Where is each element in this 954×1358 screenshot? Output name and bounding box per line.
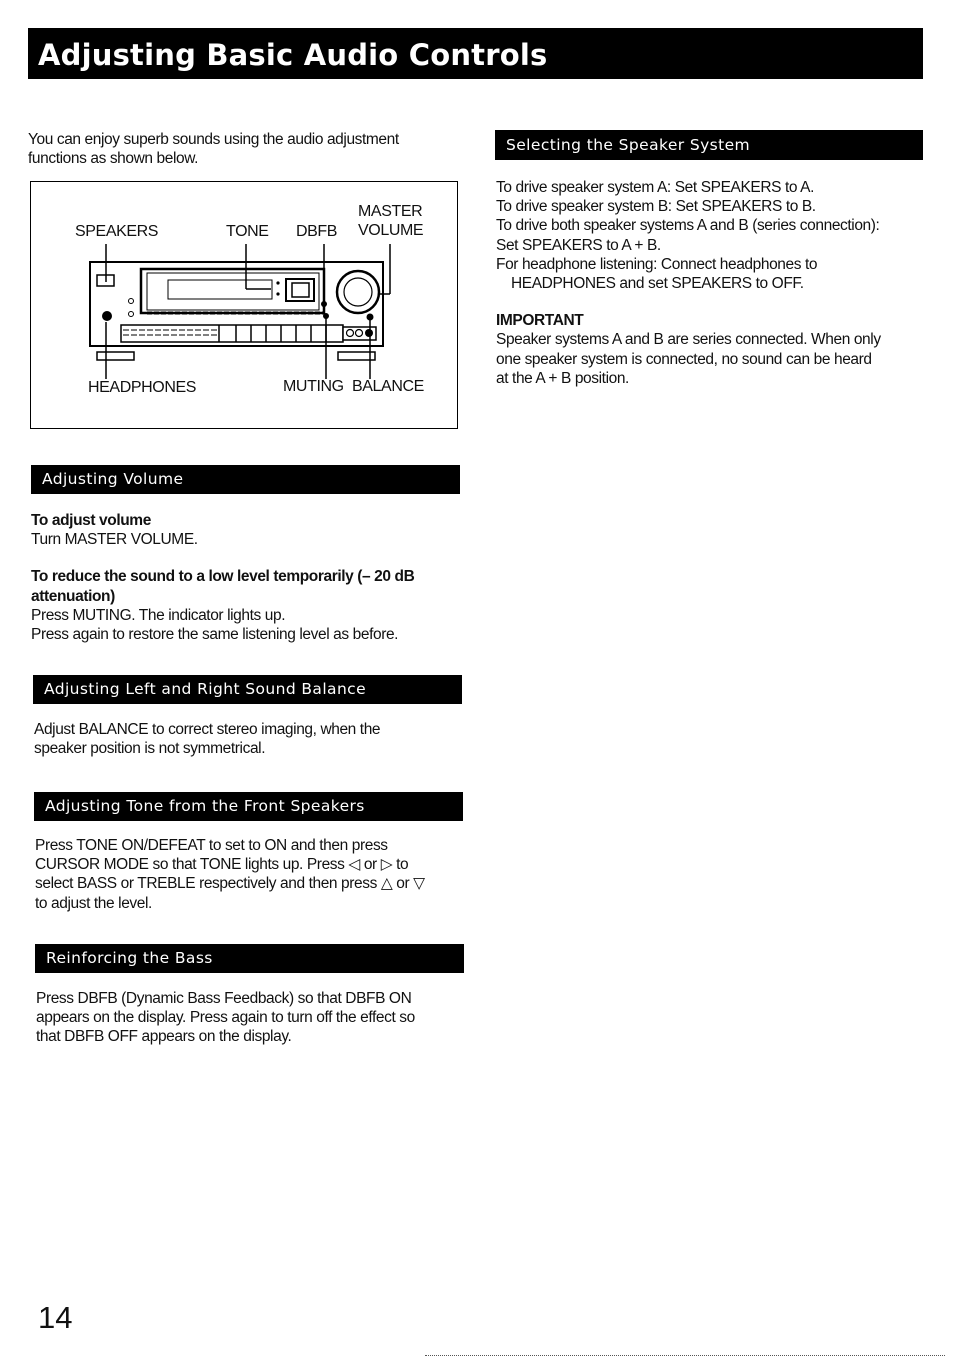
important-text: at the A + B position. [496, 369, 629, 387]
tone-section [35, 836, 425, 913]
paragraph: HEADPHONES and set SPEAKERS to OFF. [511, 275, 804, 293]
paragraph: Adjust BALANCE to correct stereo imaging, when the [34, 721, 381, 738]
paragraph: speaker position is not symmetrical. [34, 740, 266, 758]
paragraph: to adjust the level. [35, 894, 152, 912]
receiver-diagram [30, 181, 458, 429]
paragraph: appears on the display. Press again to turn off the effect so [36, 1009, 415, 1027]
label-balance: BALANCE [352, 378, 424, 395]
label-tone: TONE [226, 223, 269, 240]
paragraph: Press DBFB (Dynamic Bass Feedback) so that DBFB ON [36, 990, 412, 1007]
paragraph: select BASS or TREBLE respectively and then press △ or ▽ [35, 875, 425, 893]
paragraph: To drive speaker system B: Set SPEAKERS to B. [496, 198, 816, 216]
paragraph: that DBFB OFF appears on the display. [36, 1028, 292, 1046]
intro-line: functions as shown below. [28, 150, 199, 168]
label-headphones: HEADPHONES [88, 379, 197, 396]
section-heading-balance: Adjusting Left and Right Sound Balance [33, 675, 462, 704]
intro-text [28, 130, 399, 168]
paragraph: Press again to restore the same listening level as before. [31, 626, 399, 644]
important-text: Speaker systems A and B are series connected. When only [496, 331, 881, 349]
label-speakers: SPEAKERS [75, 223, 159, 240]
section-heading-tone: Adjusting Tone from the Front Speakers [34, 792, 463, 821]
label-volume: VOLUME [358, 222, 424, 239]
important-text: one speaker system is connected, no sound can be heard [496, 350, 872, 368]
button-strip [121, 325, 343, 342]
label-master: MASTER [358, 203, 423, 220]
speaker-system-section [496, 178, 881, 388]
subheading-reduce-sound: To reduce the sound to a low level temporarily (– 20 dB [31, 568, 415, 586]
important-heading: IMPORTANT [496, 312, 584, 330]
page-header [28, 28, 923, 79]
footer-divider [425, 1355, 945, 1356]
intro-line: You can enjoy superb sounds using the audio adjustment [28, 131, 399, 148]
paragraph: For headphone listening: Connect headphones to [496, 255, 818, 273]
page-number: 14 [38, 1300, 73, 1335]
label-dbfb: DBFB [296, 223, 338, 240]
subheading-reduce-sound-cont: attenuation) [31, 587, 115, 605]
label-muting: MUTING [283, 378, 344, 395]
balance-knob [365, 329, 373, 337]
section-heading-volume: Adjusting Volume [31, 465, 460, 494]
paragraph: Press MUTING. The indicator lights up. [31, 606, 286, 624]
receiver-illustration [31, 182, 459, 430]
paragraph: Turn MASTER VOLUME. [31, 531, 198, 549]
headphones-jack [102, 311, 112, 321]
paragraph: Press TONE ON/DEFEAT to set to ON and then press [35, 837, 388, 854]
section-heading-speaker-system: Selecting the Speaker System [495, 130, 923, 160]
master-volume-knob [337, 271, 379, 313]
balance-section [34, 720, 380, 758]
paragraph: To drive both speaker systems A and B (series connection): [496, 217, 880, 235]
page-title: Adjusting Basic Audio Controls [38, 38, 548, 72]
bass-section [36, 989, 415, 1047]
section-heading-bass: Reinforcing the Bass [35, 944, 464, 973]
paragraph: CURSOR MODE so that TONE lights up. Press ◁ or ▷ to [35, 856, 409, 874]
paragraph: To drive speaker system A: Set SPEAKERS to A. [496, 179, 814, 196]
paragraph: Set SPEAKERS to A + B. [496, 236, 661, 254]
subheading-adjust-volume: To adjust volume [31, 512, 151, 529]
volume-section [31, 511, 414, 644]
